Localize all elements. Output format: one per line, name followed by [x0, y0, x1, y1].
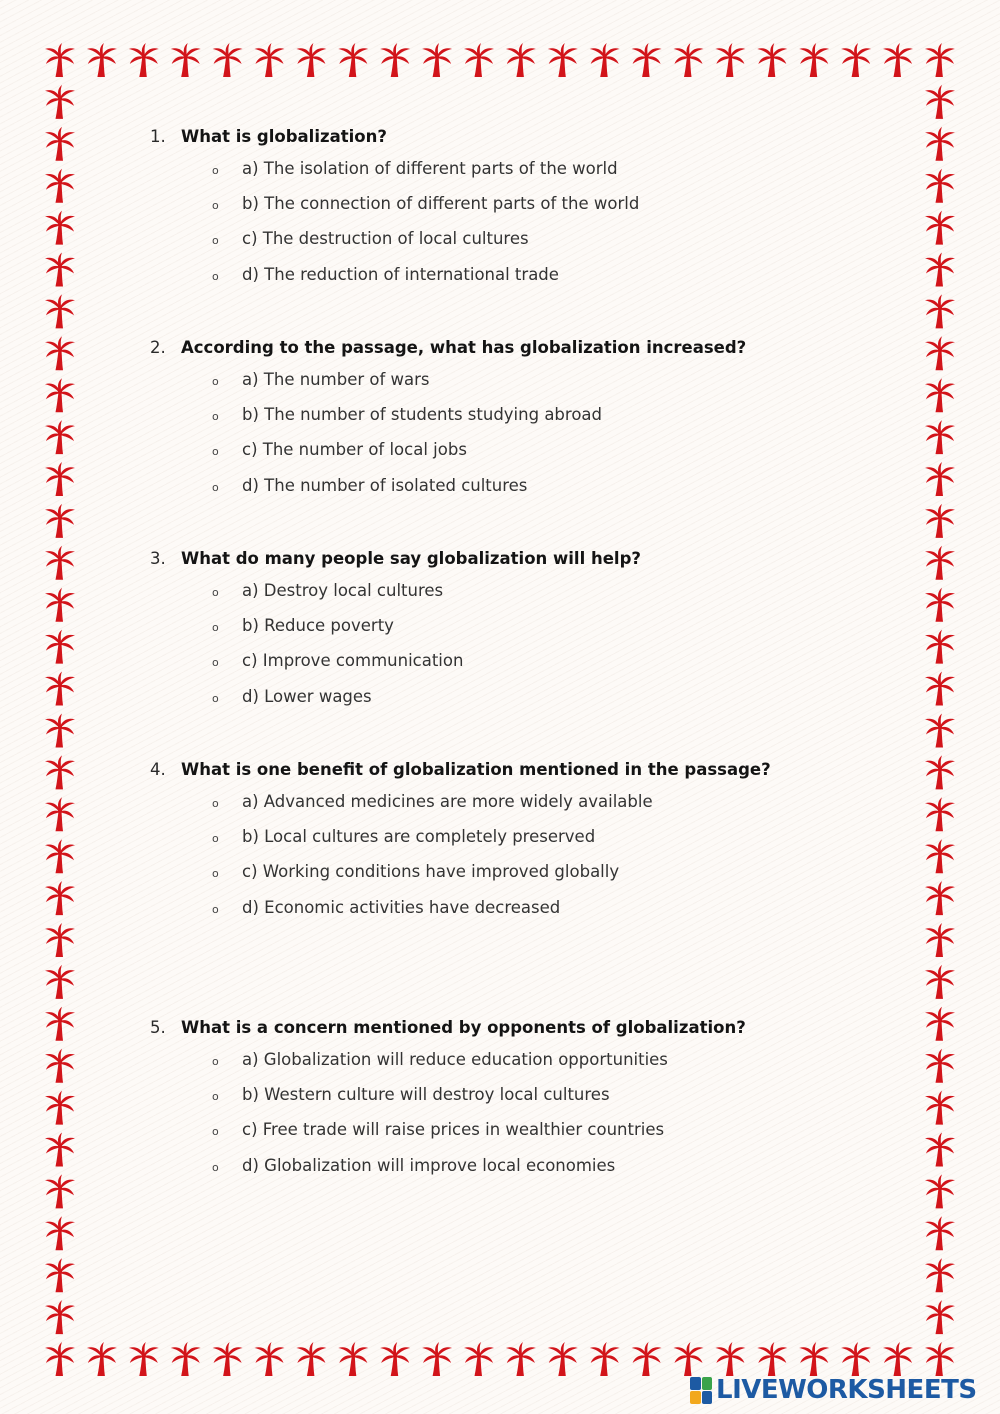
palm-tree-icon	[213, 43, 243, 77]
palm-tree-icon	[422, 1342, 452, 1376]
answer-options	[150, 575, 910, 716]
palm-tree-icon	[45, 1007, 75, 1041]
palm-tree-icon	[296, 1342, 326, 1376]
palm-tree-icon	[45, 630, 75, 664]
palm-tree-icon	[925, 1133, 955, 1167]
palm-tree-icon	[45, 839, 75, 873]
answer-option[interactable]: o d) Lower wages	[150, 681, 910, 716]
question-line	[150, 121, 910, 153]
answer-options	[150, 364, 910, 505]
palm-tree-icon	[45, 294, 75, 328]
palm-tree-icon	[590, 43, 620, 77]
answer-option[interactable]: o d) Economic activities have decreased	[150, 892, 910, 927]
answer-options	[150, 786, 910, 927]
palm-tree-icon	[925, 1049, 955, 1083]
answer-option[interactable]: o c) Improve communication	[150, 645, 910, 680]
palm-tree-icon	[45, 797, 75, 831]
palm-tree-icon	[799, 43, 829, 77]
palm-tree-icon	[338, 43, 368, 77]
question-1	[150, 121, 910, 294]
palm-tree-icon	[45, 253, 75, 287]
palm-tree-icon	[255, 1342, 285, 1376]
palm-tree-icon	[296, 43, 326, 77]
palm-tree-icon	[422, 43, 452, 77]
answer-option[interactable]: o a) Globalization will reduce education opportunities	[150, 1044, 910, 1079]
palm-tree-icon	[45, 1342, 75, 1376]
palm-tree-icon	[925, 211, 955, 245]
palm-tree-icon	[45, 420, 75, 454]
palm-tree-icon	[45, 672, 75, 706]
palm-tree-icon	[45, 127, 75, 161]
palm-tree-icon	[45, 211, 75, 245]
palm-tree-icon	[45, 336, 75, 370]
question-number: 2.	[150, 338, 166, 357]
palm-tree-icon	[338, 1342, 368, 1376]
palm-tree-icon	[129, 1342, 159, 1376]
palm-tree-icon	[171, 1342, 201, 1376]
answer-option[interactable]: o b) Reduce poverty	[150, 610, 910, 645]
palm-tree-icon	[841, 1342, 871, 1376]
palm-tree-icon	[925, 1342, 955, 1376]
palm-tree-icon	[925, 127, 955, 161]
palm-tree-icon	[925, 43, 955, 77]
palm-tree-icon	[799, 1342, 829, 1376]
palm-tree-icon	[925, 1300, 955, 1334]
palm-tree-icon	[45, 1049, 75, 1083]
palm-tree-icon	[45, 1300, 75, 1334]
answer-option[interactable]: o d) The reduction of international trade	[150, 259, 910, 294]
palm-tree-icon	[45, 546, 75, 580]
question-4	[150, 754, 910, 927]
palm-tree-icon	[883, 43, 913, 77]
answer-option[interactable]: o c) The number of local jobs	[150, 434, 910, 469]
palm-tree-icon	[925, 965, 955, 999]
palm-tree-icon	[45, 965, 75, 999]
question-line	[150, 543, 910, 575]
palm-tree-icon	[632, 1342, 662, 1376]
palm-tree-icon	[45, 923, 75, 957]
palm-tree-icon	[45, 1216, 75, 1250]
logo-block	[702, 1391, 713, 1404]
question-text: What is one benefit of globalization mentioned in the passage?	[181, 760, 771, 779]
palm-tree-icon	[925, 462, 955, 496]
question-line	[150, 332, 910, 364]
palm-tree-icon	[632, 43, 662, 77]
palm-tree-icon	[548, 43, 578, 77]
palm-tree-icon	[925, 672, 955, 706]
palm-tree-icon	[45, 588, 75, 622]
answer-option[interactable]: o b) Western culture will destroy local cultures	[150, 1079, 910, 1114]
palm-tree-icon	[255, 43, 285, 77]
answer-option[interactable]: o a) Advanced medicines are more widely available	[150, 786, 910, 821]
palm-tree-icon	[925, 85, 955, 119]
palm-tree-icon	[380, 1342, 410, 1376]
logo-block	[690, 1377, 701, 1390]
palm-tree-icon	[715, 1342, 745, 1376]
answer-option[interactable]: o b) The connection of different parts of the world	[150, 188, 910, 223]
palm-tree-icon	[925, 546, 955, 580]
question-text: What is a concern mentioned by opponents of globalization?	[181, 1018, 746, 1037]
palm-tree-icon	[45, 881, 75, 915]
palm-tree-icon	[87, 43, 117, 77]
palm-tree-icon	[45, 462, 75, 496]
palm-tree-icon	[506, 43, 536, 77]
answer-option[interactable]: o d) Globalization will improve local economies	[150, 1150, 910, 1185]
logo-block	[702, 1377, 713, 1390]
palm-tree-icon	[925, 294, 955, 328]
palm-tree-icon	[841, 43, 871, 77]
palm-tree-icon	[45, 1174, 75, 1208]
palm-tree-icon	[925, 1174, 955, 1208]
palm-tree-icon	[380, 43, 410, 77]
logo-text: LIVEWORKSHEETS	[716, 1375, 977, 1405]
palm-tree-icon	[45, 714, 75, 748]
palm-tree-icon	[925, 797, 955, 831]
palm-tree-icon	[925, 839, 955, 873]
palm-tree-icon	[590, 1342, 620, 1376]
palm-tree-icon	[925, 714, 955, 748]
palm-tree-icon	[925, 169, 955, 203]
palm-tree-icon	[464, 43, 494, 77]
palm-tree-icon	[506, 1342, 536, 1376]
palm-tree-icon	[674, 1342, 704, 1376]
palm-tree-icon	[925, 378, 955, 412]
palm-tree-icon	[925, 1216, 955, 1250]
palm-tree-icon	[883, 1342, 913, 1376]
palm-tree-icon	[45, 504, 75, 538]
question-number: 5.	[150, 1018, 166, 1037]
palm-tree-icon	[925, 1091, 955, 1125]
palm-tree-icon	[715, 43, 745, 77]
answer-option[interactable]: o a) The isolation of different parts of the world	[150, 153, 910, 188]
answer-option[interactable]: o d) The number of isolated cultures	[150, 470, 910, 505]
palm-tree-icon	[925, 881, 955, 915]
answer-option[interactable]: o c) Working conditions have improved globally	[150, 856, 910, 891]
question-2	[150, 332, 910, 505]
palm-tree-icon	[171, 43, 201, 77]
answer-options	[150, 1044, 910, 1185]
question-text: What do many people say globalization will help?	[181, 549, 641, 568]
palm-tree-icon	[925, 1258, 955, 1292]
palm-tree-icon	[464, 1342, 494, 1376]
question-text: According to the passage, what has globalization increased?	[181, 338, 747, 357]
palm-tree-icon	[925, 1007, 955, 1041]
answer-option[interactable]: o c) Free trade will raise prices in wealthier countries	[150, 1114, 910, 1149]
palm-tree-icon	[45, 1133, 75, 1167]
palm-tree-icon	[757, 43, 787, 77]
palm-tree-icon	[925, 504, 955, 538]
answer-option[interactable]: o b) The number of students studying abroad	[150, 399, 910, 434]
palm-tree-icon	[45, 378, 75, 412]
liveworksheets-logo-icon	[690, 1377, 712, 1404]
question-number: 3.	[150, 549, 166, 568]
palm-tree-icon	[548, 1342, 578, 1376]
question-line	[150, 754, 910, 786]
palm-tree-icon	[925, 336, 955, 370]
palm-tree-icon	[925, 420, 955, 454]
answer-option[interactable]: o a) Destroy local cultures	[150, 575, 910, 610]
palm-tree-icon	[925, 630, 955, 664]
question-number: 4.	[150, 760, 166, 779]
question-number: 1.	[150, 127, 166, 146]
answer-options	[150, 153, 910, 294]
palm-tree-icon	[129, 43, 159, 77]
palm-tree-icon	[674, 43, 704, 77]
palm-tree-icon	[213, 1342, 243, 1376]
palm-tree-icon	[925, 588, 955, 622]
answer-option[interactable]: o c) The destruction of local cultures	[150, 223, 910, 258]
palm-tree-icon	[925, 253, 955, 287]
palm-tree-icon	[925, 755, 955, 789]
palm-tree-icon	[45, 85, 75, 119]
palm-tree-icon	[757, 1342, 787, 1376]
palm-tree-icon	[87, 1342, 117, 1376]
palm-tree-icon	[45, 1091, 75, 1125]
palm-tree-icon	[45, 43, 75, 77]
question-3	[150, 543, 910, 716]
logo-block	[690, 1391, 701, 1404]
palm-tree-icon	[45, 1258, 75, 1292]
question-text: What is globalization?	[181, 127, 387, 146]
answer-option[interactable]: o a) The number of wars	[150, 364, 910, 399]
liveworksheets-logo[interactable]	[690, 1374, 977, 1406]
palm-tree-icon	[925, 923, 955, 957]
question-5	[150, 1012, 910, 1185]
palm-tree-icon	[45, 169, 75, 203]
palm-tree-icon	[45, 755, 75, 789]
question-line	[150, 1012, 910, 1044]
answer-option[interactable]: o b) Local cultures are completely preserved	[150, 821, 910, 856]
